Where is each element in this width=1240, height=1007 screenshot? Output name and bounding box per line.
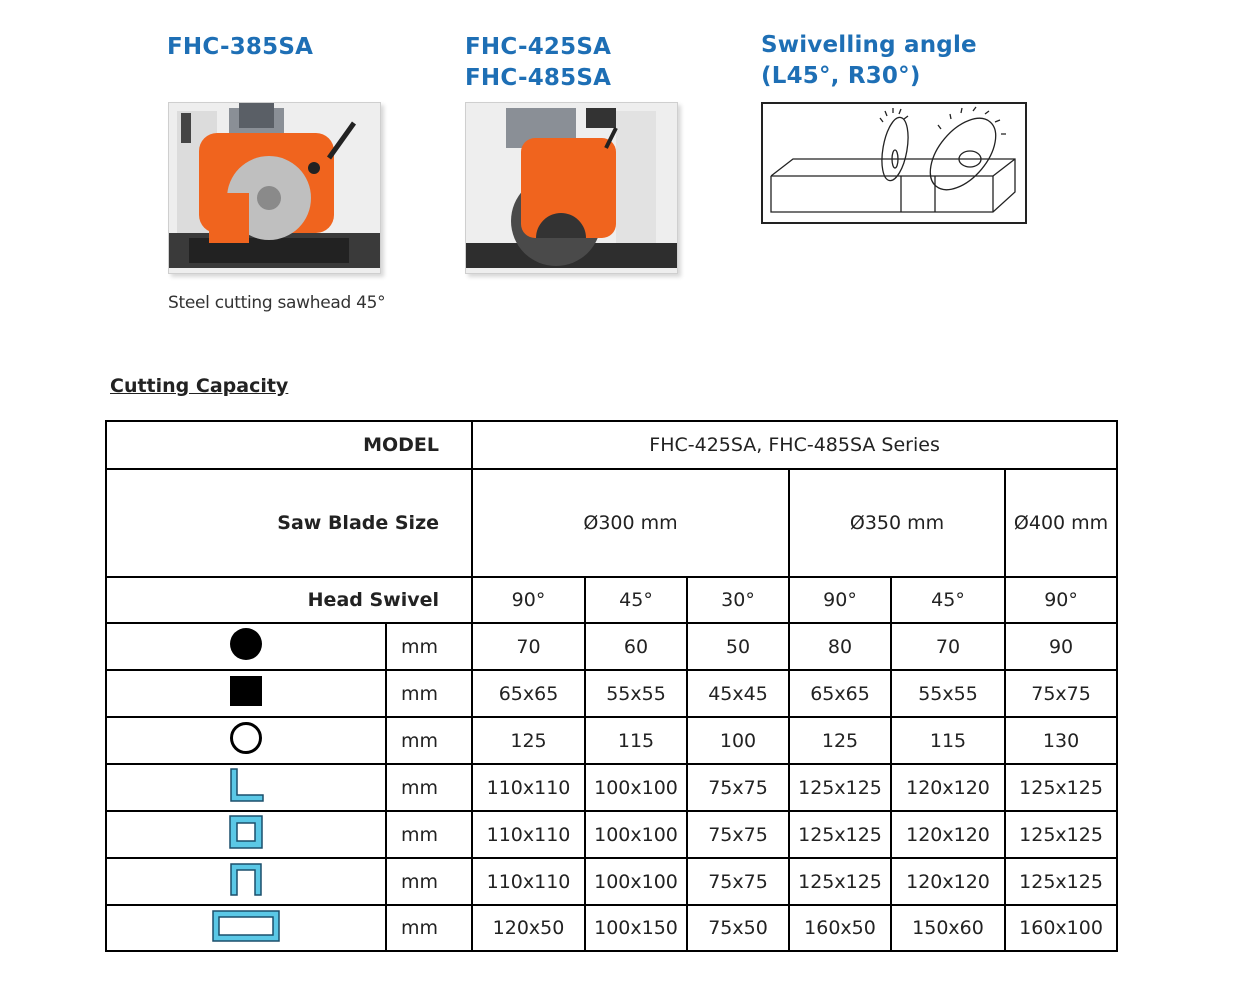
round-tube-icon — [106, 717, 386, 764]
capacity-cell: 120x120 — [891, 764, 1005, 811]
channel-profile-icon — [106, 858, 386, 905]
unit-cell: mm — [386, 764, 472, 811]
capacity-cell: 100x100 — [585, 764, 687, 811]
unit-cell: mm — [386, 717, 472, 764]
capacity-cell: 55x55 — [585, 670, 687, 717]
sawhead-photo-385 — [168, 102, 381, 274]
capacity-cell: 115 — [891, 717, 1005, 764]
swivel-cell: 90° — [1005, 577, 1117, 623]
table-row — [106, 623, 1117, 670]
capacity-cell: 150x60 — [891, 905, 1005, 951]
capacity-cell: 55x55 — [891, 670, 1005, 717]
rectangular-tube-icon — [106, 905, 386, 951]
capacity-cell: 65x65 — [789, 670, 891, 717]
capacity-cell: 120x120 — [891, 811, 1005, 858]
table-row — [106, 905, 1117, 951]
capacity-cell: 100x100 — [585, 811, 687, 858]
swivel-angle-range: (L45°, R30°) — [761, 63, 921, 89]
model-title-485: FHC-485SA — [465, 65, 612, 91]
model-label: MODEL — [106, 421, 472, 469]
capacity-cell: 125x125 — [1005, 764, 1117, 811]
capacity-cell: 125x125 — [1005, 811, 1117, 858]
blade-size-400: Ø400 mm — [1005, 469, 1117, 577]
capacity-cell: 50 — [687, 623, 789, 670]
angle-profile-icon — [106, 764, 386, 811]
capacity-cell: 130 — [1005, 717, 1117, 764]
capacity-cell: 70 — [472, 623, 585, 670]
cutting-capacity-table — [105, 420, 1118, 952]
capacity-cell: 125x125 — [789, 858, 891, 905]
capacity-cell: 125x125 — [1005, 858, 1117, 905]
blade-size-row — [106, 469, 1117, 577]
table-row — [106, 764, 1117, 811]
swivel-cell: 45° — [891, 577, 1005, 623]
solid-round-icon — [106, 623, 386, 670]
capacity-cell: 70 — [891, 623, 1005, 670]
solid-square-icon — [106, 670, 386, 717]
capacity-cell: 160x50 — [789, 905, 891, 951]
unit-cell: mm — [386, 670, 472, 717]
capacity-cell: 100 — [687, 717, 789, 764]
swivel-angle-title: Swivelling angle — [761, 32, 977, 58]
capacity-cell: 75x75 — [687, 858, 789, 905]
unit-cell: mm — [386, 858, 472, 905]
unit-cell: mm — [386, 623, 472, 670]
capacity-cell: 115 — [585, 717, 687, 764]
capacity-cell: 75x75 — [687, 811, 789, 858]
capacity-cell: 110x110 — [472, 811, 585, 858]
capacity-cell: 110x110 — [472, 858, 585, 905]
sawhead-caption: Steel cutting sawhead 45° — [168, 293, 386, 313]
swivel-cell: 45° — [585, 577, 687, 623]
capacity-cell: 120x120 — [891, 858, 1005, 905]
blade-size-label: Saw Blade Size — [106, 469, 472, 577]
cutting-capacity-title: Cutting Capacity — [110, 375, 289, 397]
table-row — [106, 811, 1117, 858]
capacity-cell: 110x110 — [472, 764, 585, 811]
table-row — [106, 858, 1117, 905]
capacity-cell: 60 — [585, 623, 687, 670]
head-swivel-row — [106, 577, 1117, 623]
capacity-cell: 75x75 — [687, 764, 789, 811]
capacity-cell: 65x65 — [472, 670, 585, 717]
capacity-cell: 125x125 — [789, 811, 891, 858]
unit-cell: mm — [386, 811, 472, 858]
capacity-cell: 160x100 — [1005, 905, 1117, 951]
swivel-cell: 90° — [789, 577, 891, 623]
swivel-cell: 30° — [687, 577, 789, 623]
model-title-425: FHC-425SA — [465, 34, 612, 60]
capacity-cell: 45x45 — [687, 670, 789, 717]
blade-size-300: Ø300 mm — [472, 469, 789, 577]
capacity-cell: 125 — [789, 717, 891, 764]
capacity-cell: 75x75 — [1005, 670, 1117, 717]
capacity-cell: 90 — [1005, 623, 1117, 670]
model-value: FHC-425SA, FHC-485SA Series — [472, 421, 1117, 469]
table-row — [106, 670, 1117, 717]
capacity-cell: 100x100 — [585, 858, 687, 905]
capacity-cell: 120x50 — [472, 905, 585, 951]
swivel-cell: 90° — [472, 577, 585, 623]
swivel-angle-diagram — [761, 102, 1027, 224]
table-row — [106, 717, 1117, 764]
blade-size-350: Ø350 mm — [789, 469, 1005, 577]
head-swivel-label: Head Swivel — [106, 577, 472, 623]
capacity-cell: 100x150 — [585, 905, 687, 951]
capacity-cell: 125 — [472, 717, 585, 764]
model-row — [106, 421, 1117, 469]
capacity-cell: 125x125 — [789, 764, 891, 811]
unit-cell: mm — [386, 905, 472, 951]
capacity-cell: 80 — [789, 623, 891, 670]
sawhead-photo-425 — [465, 102, 678, 274]
square-tube-icon — [106, 811, 386, 858]
capacity-cell: 75x50 — [687, 905, 789, 951]
model-title-385: FHC-385SA — [167, 34, 314, 60]
